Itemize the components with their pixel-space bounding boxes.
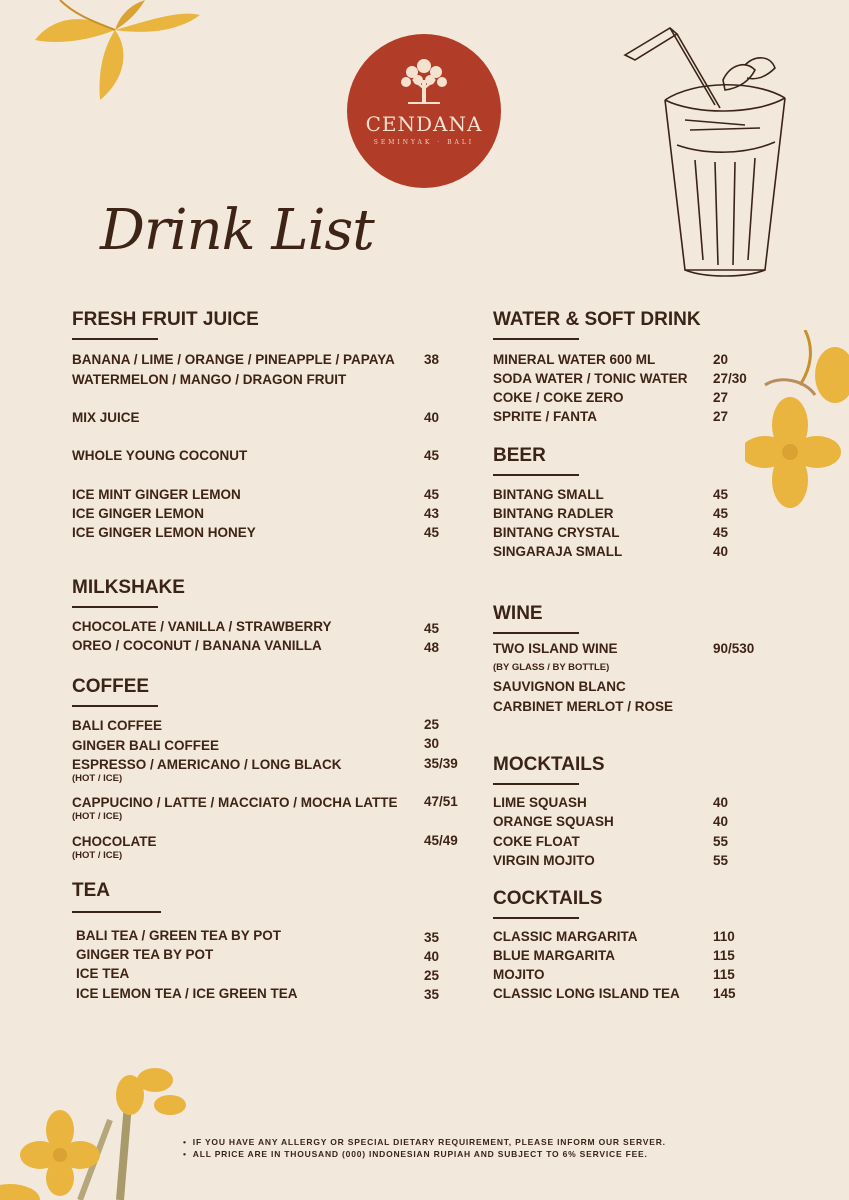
section-milkshake — [72, 577, 472, 657]
tree-icon — [396, 52, 452, 108]
menu-item-price: 45 — [713, 506, 729, 521]
menu-item-price: 45 — [713, 487, 729, 502]
menu-item-price: 35/39 — [424, 756, 458, 771]
section-underline — [493, 783, 579, 785]
section-underline — [72, 911, 161, 913]
drink-glass-icon — [615, 20, 795, 285]
section-cocktails — [493, 888, 793, 1008]
menu-item-name: ICE LEMON TEA / ICE GREEN TEA — [76, 986, 298, 1001]
section-title: WINE — [493, 603, 543, 624]
menu-item-name: COKE FLOAT — [493, 834, 580, 849]
section-water-soft-drink — [493, 309, 793, 429]
menu-item-name: BINTANG CRYSTAL — [493, 525, 620, 540]
menu-item-note: (HOT / ICE) — [72, 850, 123, 861]
menu-item-name: WATERMELON / MANGO / DRAGON FRUIT — [72, 372, 347, 387]
menu-item-name: ICE GINGER LEMON HONEY — [72, 525, 256, 540]
section-title: WATER & SOFT DRINK — [493, 309, 701, 330]
menu-item-name: CLASSIC LONG ISLAND TEA — [493, 986, 680, 1001]
section-tea — [72, 880, 472, 1010]
menu-item-name: BALI COFFEE — [72, 718, 162, 733]
menu-item-name: WHOLE YOUNG COCONUT — [72, 448, 248, 463]
section-coffee — [72, 676, 472, 866]
menu-item-price: 45 — [424, 621, 440, 636]
section-mocktails — [493, 754, 793, 874]
page-title: Drink List — [100, 198, 374, 263]
menu-item-name: LIME SQUASH — [493, 795, 587, 810]
section-underline — [493, 474, 579, 476]
menu-item-price: 45/49 — [424, 833, 458, 848]
menu-item-name: TWO ISLAND WINE — [493, 641, 618, 656]
menu-item-name: ICE GINGER LEMON — [72, 506, 205, 521]
menu-item-name: MOJITO — [493, 967, 545, 982]
section-wine — [493, 603, 793, 723]
menu-item-price: 40 — [713, 544, 729, 559]
footer-notes — [183, 1137, 666, 1161]
menu-item-price: 110 — [713, 929, 735, 944]
brand-subtitle: SEMINYAK · BALI — [373, 139, 475, 146]
menu-item-name: ORANGE SQUASH — [493, 814, 614, 829]
section-underline — [493, 917, 579, 919]
section-fresh-fruit-juice — [72, 309, 472, 549]
brand-name: CENDANA — [365, 112, 483, 136]
menu-item-note: (HOT / ICE) — [72, 773, 123, 784]
menu-item-name: SODA WATER / TONIC WATER — [493, 371, 688, 386]
menu-item-name: ICE TEA — [76, 966, 130, 981]
menu-item-price: 115 — [713, 967, 735, 982]
section-title: TEA — [72, 880, 110, 901]
menu-item-name: CLASSIC MARGARITA — [493, 929, 638, 944]
menu-item-price: 45 — [713, 525, 729, 540]
menu-item-name: GINGER TEA BY POT — [76, 947, 214, 962]
menu-item-price: 43 — [424, 506, 440, 521]
menu-item-price: 40 — [713, 795, 729, 810]
menu-item-name: BLUE MARGARITA — [493, 948, 615, 963]
menu-item-name: CHOCOLATE — [72, 834, 157, 849]
menu-item-name: BANANA / LIME / ORANGE / PINEAPPLE / PAPAYA — [72, 352, 395, 367]
menu-item-price: 47/51 — [424, 794, 458, 809]
section-title: MILKSHAKE — [72, 577, 185, 598]
menu-item-price: 40 — [424, 949, 440, 964]
section-underline — [72, 705, 158, 707]
menu-item-price: 38 — [424, 352, 440, 367]
menu-item-price: 45 — [424, 448, 440, 463]
section-underline — [493, 632, 579, 634]
menu-item-price: 35 — [424, 930, 440, 945]
menu-item-name: BALI TEA / GREEN TEA BY POT — [76, 928, 282, 943]
menu-item-name: SINGARAJA SMALL — [493, 544, 623, 559]
menu-item-price: 40 — [713, 814, 729, 829]
menu-item-price: 25 — [424, 717, 440, 732]
menu-item-price: 45 — [424, 487, 440, 502]
menu-item-price: 27/30 — [713, 371, 747, 386]
footer-note: • ALL PRICE ARE IN THOUSAND (000) INDONESIAN RUPIAH AND SUBJECT TO 6% SERVICE FEE. — [183, 1149, 666, 1161]
menu-item-name: BINTANG SMALL — [493, 487, 604, 502]
brand-logo — [347, 34, 501, 188]
menu-item-name: GINGER BALI COFFEE — [72, 738, 220, 753]
menu-item-price: 40 — [424, 410, 440, 425]
footer-note: • IF YOU HAVE ANY ALLERGY OR SPECIAL DIETARY REQUIREMENT, PLEASE INFORM OUR SERVER. — [183, 1137, 666, 1149]
section-title: MOCKTAILS — [493, 754, 605, 775]
section-title: BEER — [493, 445, 546, 466]
menu-item-name: ESPRESSO / AMERICANO / LONG BLACK — [72, 757, 342, 772]
menu-item-name: CARBINET MERLOT / ROSE — [493, 699, 674, 714]
flower-bottom-left-icon — [0, 1060, 200, 1200]
menu-item-name: CAPPUCINO / LATTE / MACCIATO / MOCHA LATTE — [72, 795, 398, 810]
section-title: COCKTAILS — [493, 888, 603, 909]
menu-item-price: 115 — [713, 948, 735, 963]
menu-item-price: 55 — [713, 834, 729, 849]
menu-item-name: BINTANG RADLER — [493, 506, 614, 521]
menu-item-note: (HOT / ICE) — [72, 811, 123, 822]
menu-item-name: SAUVIGNON BLANC — [493, 679, 626, 694]
menu-item-price: 27 — [713, 409, 729, 424]
menu-item-price: 27 — [713, 390, 729, 405]
menu-item-price: 20 — [713, 352, 729, 367]
menu-item-price: 25 — [424, 968, 440, 983]
menu-item-price: 48 — [424, 640, 440, 655]
menu-item-name: ICE MINT GINGER LEMON — [72, 487, 241, 502]
menu-item-name: SPRITE / FANTA — [493, 409, 598, 424]
menu-item-name: MIX JUICE — [72, 410, 140, 425]
section-title: FRESH FRUIT JUICE — [72, 309, 259, 330]
menu-item-name: CHOCOLATE / VANILLA / STRAWBERRY — [72, 619, 332, 634]
menu-item-name: VIRGIN MOJITO — [493, 853, 595, 868]
menu-item-price: 45 — [424, 525, 440, 540]
menu-item-note: (BY GLASS / BY BOTTLE) — [493, 662, 610, 673]
menu-item-price: 55 — [713, 853, 729, 868]
flower-top-left-icon — [20, 0, 210, 110]
menu-item-price: 30 — [424, 736, 440, 751]
menu-item-name: COKE / COKE ZERO — [493, 390, 624, 405]
menu-item-price: 145 — [713, 986, 736, 1001]
section-underline — [72, 338, 158, 340]
section-beer — [493, 445, 793, 565]
section-title: COFFEE — [72, 676, 150, 697]
menu-item-name: MINERAL WATER 600 ML — [493, 352, 656, 367]
menu-item-price: 90/530 — [713, 641, 755, 656]
section-underline — [72, 606, 158, 608]
section-underline — [493, 338, 579, 340]
menu-item-name: OREO / COCONUT / BANANA VANILLA — [72, 638, 322, 653]
menu-item-price: 35 — [424, 987, 440, 1002]
